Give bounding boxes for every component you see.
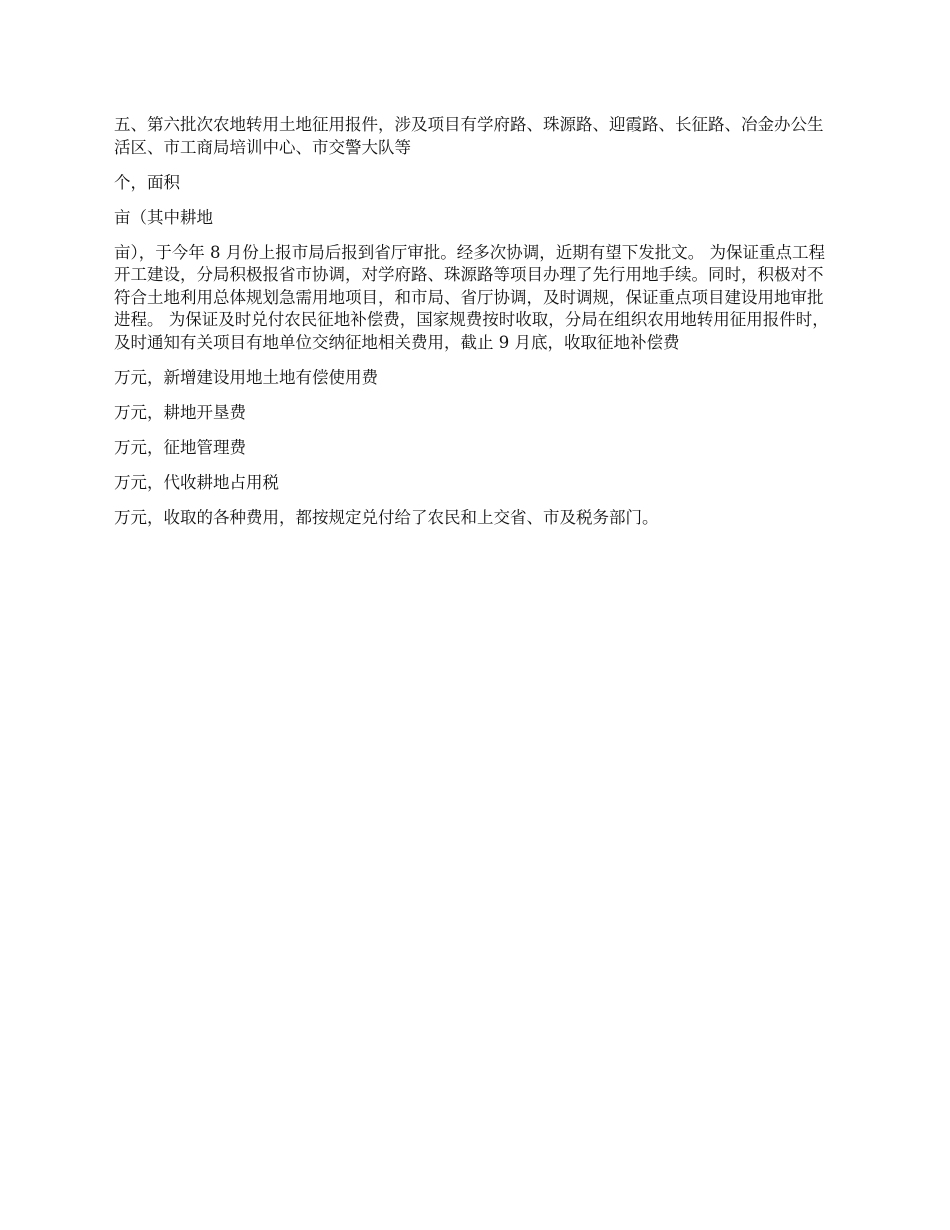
paragraph-approval-process: 亩），于今年 8 月份上报市局后报到省厅审批。经多次协调，近期有望下发批文。 为保证重点工程开工建设，分局积极报省市协调，对学府路、珠源路等项目办理了先行用地手续。同时，积极对不符合土地利用总体规划急需用地项目，和市局、省厅协调，及时调规，保证重点项目建设用地审批进程。 为保证及时兑付农民征地补偿费，国家规费按时收取，分局在组织农用地转用征用报件时，及时通知有关项目有地单位交纳征地相关费用，截止 9 月底，收取征地补偿费 — [114, 242, 829, 352]
paragraph-management-fee: 万元，征地管理费 — [114, 437, 246, 457]
paragraph-reclamation-fee: 万元，耕地开垦费 — [114, 402, 246, 422]
paragraph-fee-disbursement: 万元，收取的各种费用，都按规定兑付给了农民和上交省、市及税务部门。 — [114, 507, 659, 527]
paragraph-land-requisition-batch: 五、第六批次农地转用土地征用报件，涉及项目有学府路、珠源路、迎霞路、长征路、冶金办公生活区、市工商局培训中心、市交警大队等 — [114, 115, 824, 157]
paragraph-land-use-fee: 万元，新增建设用地土地有偿使用费 — [114, 367, 378, 387]
paragraph-occupation-tax: 万元，代收耕地占用税 — [114, 472, 279, 492]
paragraph-mu-cultivated: 亩（其中耕地 — [114, 207, 213, 227]
document-body — [114, 114, 838, 542]
paragraph-count-area: 个，面积 — [114, 172, 180, 192]
